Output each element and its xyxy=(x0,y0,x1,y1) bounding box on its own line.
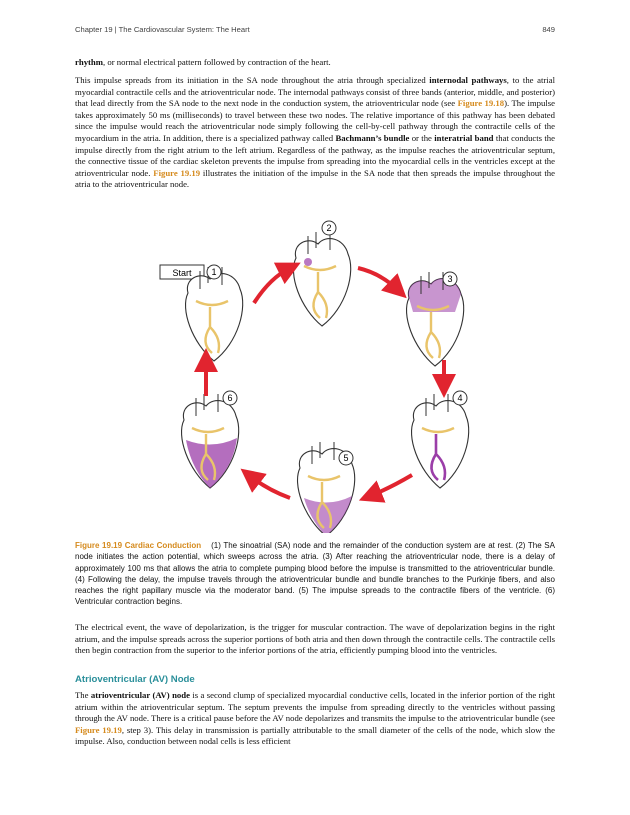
caption-label: Figure 19.19 Cardiac Conduction xyxy=(75,541,202,550)
paragraph-text: that conducts the impulse directly from the right atrium to the left atrium. Regardless of the pathway, as the impulse reaches the atrioventricular septum, the connective tissue of the cardiac skeleton prevents the impulse from spreading into the myocardial cells in the ventricles except at the atrioventricular node. xyxy=(75,132,555,178)
term-rhythm: rhythm xyxy=(75,57,103,67)
paragraph-text: is a second clump of specialized myocardial conductive cells, located in the inferior portion of the right atrium within the atrioventricular septum. The septum prevents the impulse from spreading directly to the ventricles without passing through the AV node. There is a critical pause before the AV node depolarizes and transmits the impulse to the atrioventricular bundle (see xyxy=(75,690,556,724)
heart-step-4 xyxy=(412,394,469,488)
heart-outline xyxy=(412,401,469,488)
figure-19-19-link-2[interactable]: Figure 19.19 xyxy=(75,724,122,735)
step-6-number: 6 xyxy=(227,393,233,403)
paragraph-text: ). The impulse takes approximately 50 ms (milliseconds) to travel between these two nodes. The relative importance of this pathway has been debated since the impulse would reach the atrioventricular node simply following the cell-by-cell pathway through the contractile cells of the myocardium in the atria. In addition, there is a specialized pathway called xyxy=(75,98,555,143)
heart-step-1 xyxy=(186,267,243,361)
heart-outline xyxy=(294,239,351,326)
step-3-badge xyxy=(443,272,457,286)
paragraph-text: , step 3). This delay in transmission is partially attributable to the small diameter of the cells of the node, which slow the impulse. Also, conduction between nodal cells is less efficient xyxy=(75,724,555,747)
cardiac-conduction-figure xyxy=(150,218,480,533)
page-number: 849 xyxy=(542,25,555,34)
term-bachmanns-bundle: Bachmann’s bundle xyxy=(335,132,410,143)
paragraph-text: or the xyxy=(409,132,435,143)
paragraph-rhythm xyxy=(75,57,555,69)
step-2-badge xyxy=(322,221,336,235)
heart-step-3 xyxy=(407,272,464,366)
paragraph-text: This impulse spreads from its initiation in the SA node throughout the atria through specialized xyxy=(75,75,430,85)
arrow-2-to-3 xyxy=(358,268,398,290)
heart-outline xyxy=(186,274,243,361)
step-2-number: 2 xyxy=(326,223,332,233)
step-4-number: 4 xyxy=(457,393,463,403)
arrow-5-to-6 xyxy=(250,476,290,498)
step-1-number: 1 xyxy=(211,267,217,277)
arrow-4-to-5 xyxy=(370,475,412,496)
step-4-badge xyxy=(453,391,467,405)
paragraph-depolarization: The electrical event, the wave of depolarization, is the trigger for muscular contraction. The wave of depolarization begins in the right atrium, and the impulse spreads across the superior portions of both atria and then down through the contractile cells. The contractile cells then begin contraction from the superior to the inferior portions of the atria, efficiently pumping blood into the ventricles. xyxy=(75,622,555,656)
term-internodal-pathways: internodal pathways xyxy=(429,75,507,85)
step-5-number: 5 xyxy=(343,453,349,463)
figure-19-19-link[interactable]: Figure 19.19 xyxy=(153,167,201,178)
step-1-badge xyxy=(207,265,221,279)
paragraph-text: , or normal electrical pattern followed by contraction of the heart. xyxy=(103,57,331,67)
paragraph-text: , to the atrial myocardial contractile cells and the atrioventricular node. The internodal pathways consist of three bands (anterior, middle, and posterior) that lead directly from the SA node to the next node in the conduction system, the atrioventricular node (see xyxy=(75,75,555,109)
caption-text: (1) The sinoatrial (SA) node and the remainder of the conduction system are at rest. (2) The SA node initiates the action potential, which sweeps across the atria. (3) After reaching the atrioventricular node, there is a delay of approximately 100 ms that allows the atria to complete pumping blood before the impulse is transmitted to the atrioventricular bundle. (4) Following the delay, the impulse travels through the atrioventricular bundle and bundle branches to the Purkinje fibers, and also reaches the right papillary muscle via the moderator band. (5) The impulse spreads to the contractile fibers of the ventricle. (6) Ventricular contraction begins. xyxy=(75,541,555,607)
paragraph-text: The xyxy=(75,690,91,700)
term-interatrial-band: interatrial band xyxy=(434,132,494,143)
chapter-title: Chapter 19 | The Cardiovascular System: The Heart xyxy=(75,25,250,34)
term-av-node: atrioventricular (AV) node xyxy=(90,690,190,700)
heart-step-2 xyxy=(294,232,351,326)
figure-caption xyxy=(75,540,555,608)
heart-step-6 xyxy=(182,394,239,488)
paragraph-av-node xyxy=(75,690,555,748)
paragraph-text: illustrates the initiation of the impulse in the SA node that then spreads the impulse throughout the atria to the atrioventricular node. xyxy=(75,167,556,190)
figure-19-18-link[interactable]: Figure 19.18 xyxy=(457,98,505,109)
section-heading-av-node: Atrioventricular (AV) Node xyxy=(75,674,195,685)
start-text: Start xyxy=(172,268,192,278)
paragraph-internodal xyxy=(75,75,555,191)
arrow-1-to-2 xyxy=(254,268,290,303)
step-5-badge xyxy=(339,451,353,465)
step-3-number: 3 xyxy=(447,274,453,284)
step-6-badge xyxy=(223,391,237,405)
